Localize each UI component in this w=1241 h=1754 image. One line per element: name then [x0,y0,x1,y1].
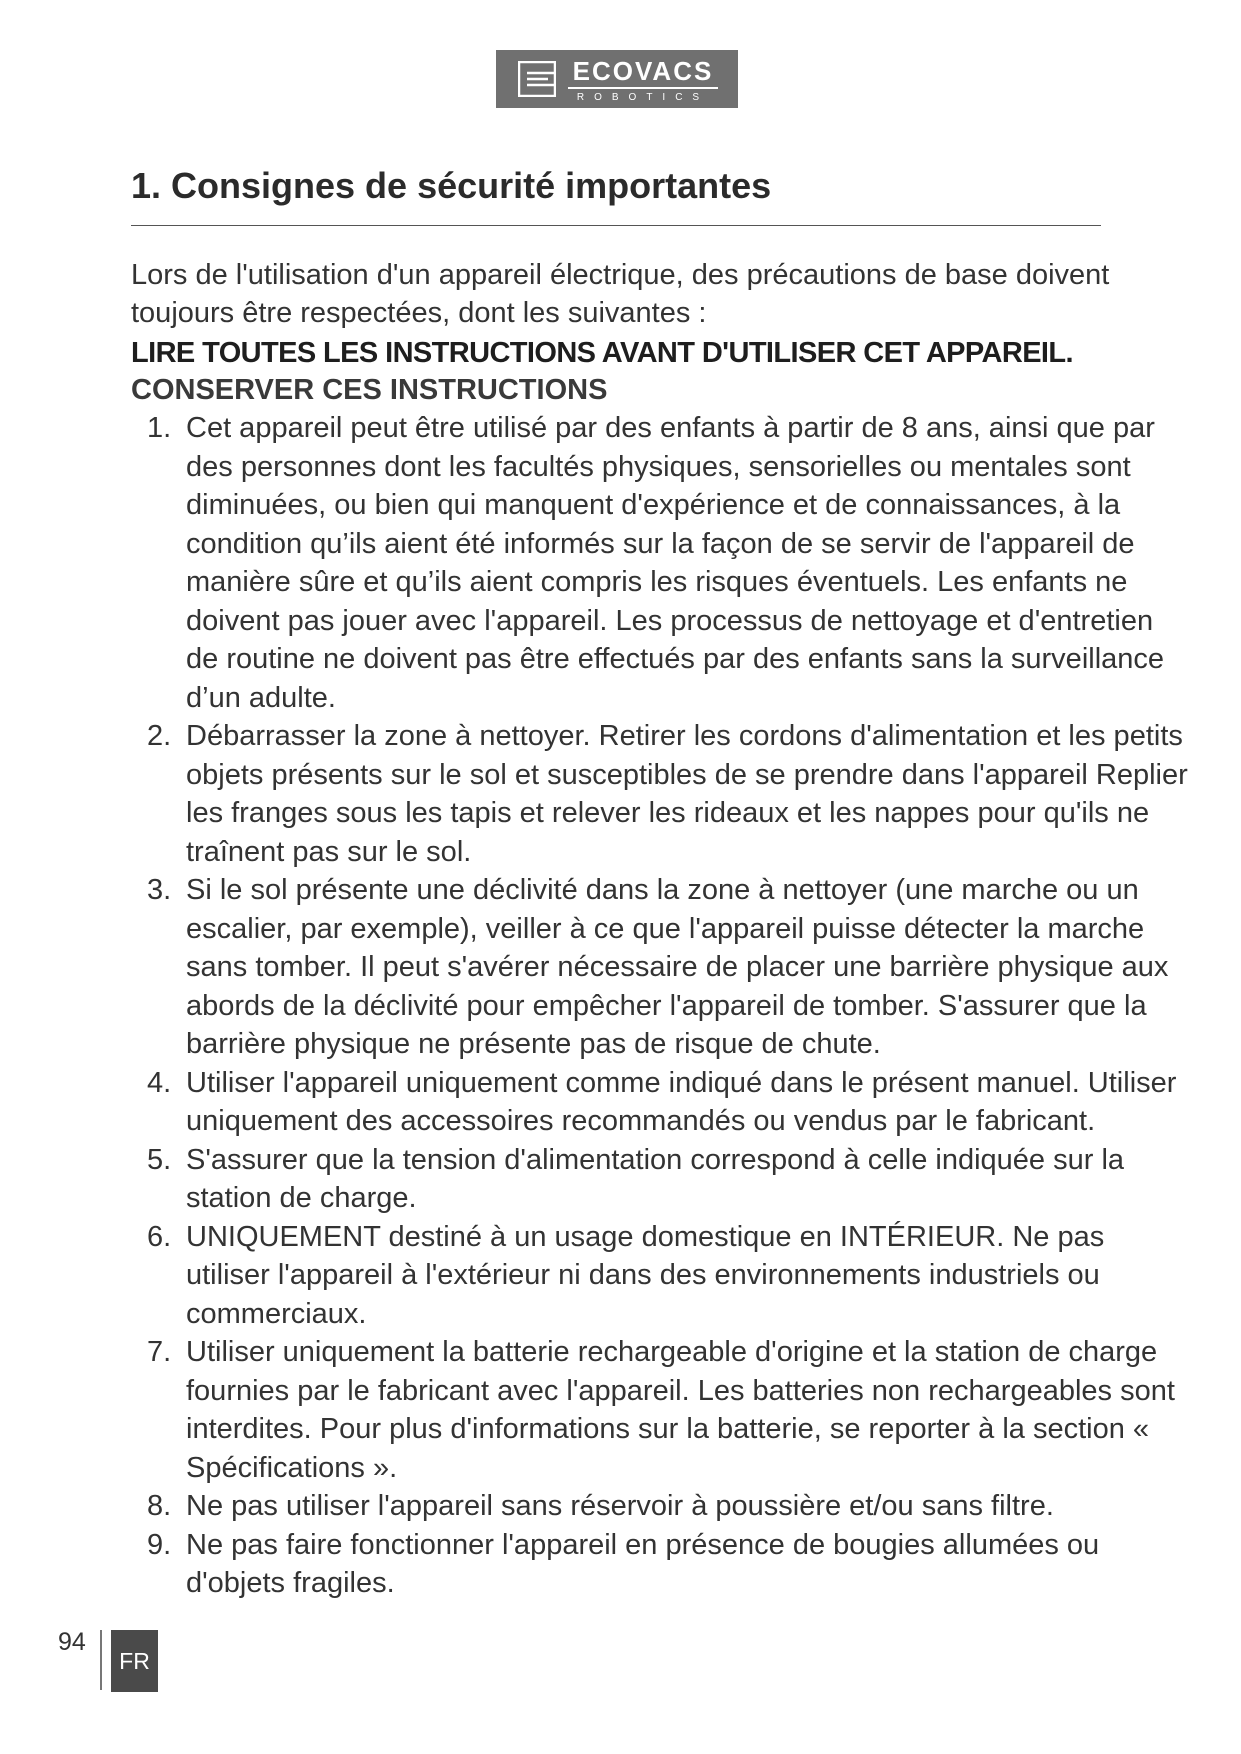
item-number: 4. [147,1066,172,1099]
item-text: Cet appareil peut être utilisé par des enfants à partir de 8 ans, ainsi que par des personnes dont les facultés physiques, sensorielles ou mentales sont diminuées, ou bien qui manquent d'expérience et de connaissances, à la condition qu’ils aient été informés sur la façon de se servir de l'appareil de manière sûre et qu’ils aient compris les risques éventuels. Les enfants ne doivent pas jouer avec l'appareil. Les processus de nettoyage et d'entretien de routine ne doivent pas être effectués par des enfants sans la surveillance d’un adulte. [186,412,1165,714]
item-text: UNIQUEMENT destiné à un usage domestique en INTÉRIEUR. Ne pas utiliser l'appareil à l'extérieur ni dans des environnements industriels ou commerciaux. [186,1220,1105,1330]
list-item [131,1064,1191,1141]
list-item [131,1333,1191,1487]
item-number: 1. [147,412,172,444]
logo-text [568,56,718,105]
item-number: 6. [147,1220,172,1253]
safety-instructions-list [131,409,1191,1603]
item-text: Utiliser l'appareil uniquement comme indiqué dans le présent manuel. Utiliser uniquement des accessoires recommandés ou vendus par le fabricant. [186,1066,1177,1137]
page-number: 94 [58,1628,86,1656]
item-text: Si le sol présente une déclivité dans la zone à nettoyer (une marche ou un escalier, par exemple), veiller à ce que l'appareil puisse détecter la marche sans tomber. Il peut s'avérer nécessaire de placer une barrière physique aux abords de la déclivité pour empêcher l'appareil de tomber. S'assurer que la barrière physique ne présente pas de risque de chute. [186,874,1169,1060]
list-item [131,871,1191,1064]
item-number: 5. [147,1143,172,1176]
intro-paragraph: Lors de l'utilisation d'un appareil électrique, des précautions de base doivent toujours être respectées, dont les suivantes : [131,259,1110,329]
list-item [131,1141,1191,1218]
brand-name: ECOVACS [568,56,718,89]
section-title: 1. Consignes de sécurité importantes [131,165,772,206]
item-number: 9. [147,1528,172,1561]
item-number: 3. [147,874,172,906]
footer-divider [100,1630,102,1690]
keep-instructions-warning: CONSERVER CES INSTRUCTIONS [131,374,608,406]
item-text: Ne pas faire fonctionner l'appareil en présence de bougies allumées ou d'objets fragiles. [186,1528,1100,1599]
read-instructions-warning: LIRE TOUTES LES INSTRUCTIONS AVANT D'UTILISER CET APPAREIL. [131,337,1073,369]
language-badge: FR [111,1630,158,1692]
item-number: 7. [147,1336,172,1368]
item-text: Ne pas utiliser l'appareil sans réservoir à poussière et/ou sans filtre. [186,1490,1054,1522]
ecovacs-mark-icon [518,61,556,97]
list-item [131,1487,1191,1526]
ecovacs-logo [496,50,738,108]
item-text: Utiliser uniquement la batterie rechargeable d'origine et la station de charge fournies par le fabricant avec l'appareil. Les batteries non rechargeables sont interdites. Pour plus d'informations sur la batterie, se reporter à la section « Spécifications ». [186,1336,1175,1484]
item-number: 8. [147,1490,172,1522]
list-item [131,1218,1191,1334]
item-text: S'assurer que la tension d'alimentation correspond à celle indiquée sur la station de charge. [186,1143,1125,1214]
title-divider [131,225,1101,226]
item-text: Débarrasser la zone à nettoyer. Retirer les cordons d'alimentation et les petits objets présents sur le sol et susceptibles de se prendre dans l'appareil Replier les franges sous les tapis et relever les rideaux et les nappes pour qu'ils ne traînent pas sur le sol. [186,720,1188,868]
list-item [131,409,1191,717]
brand-subtitle: ROBOTICS [576,92,710,103]
item-number: 2. [147,720,172,752]
list-item [131,717,1191,871]
list-item [131,1526,1191,1603]
